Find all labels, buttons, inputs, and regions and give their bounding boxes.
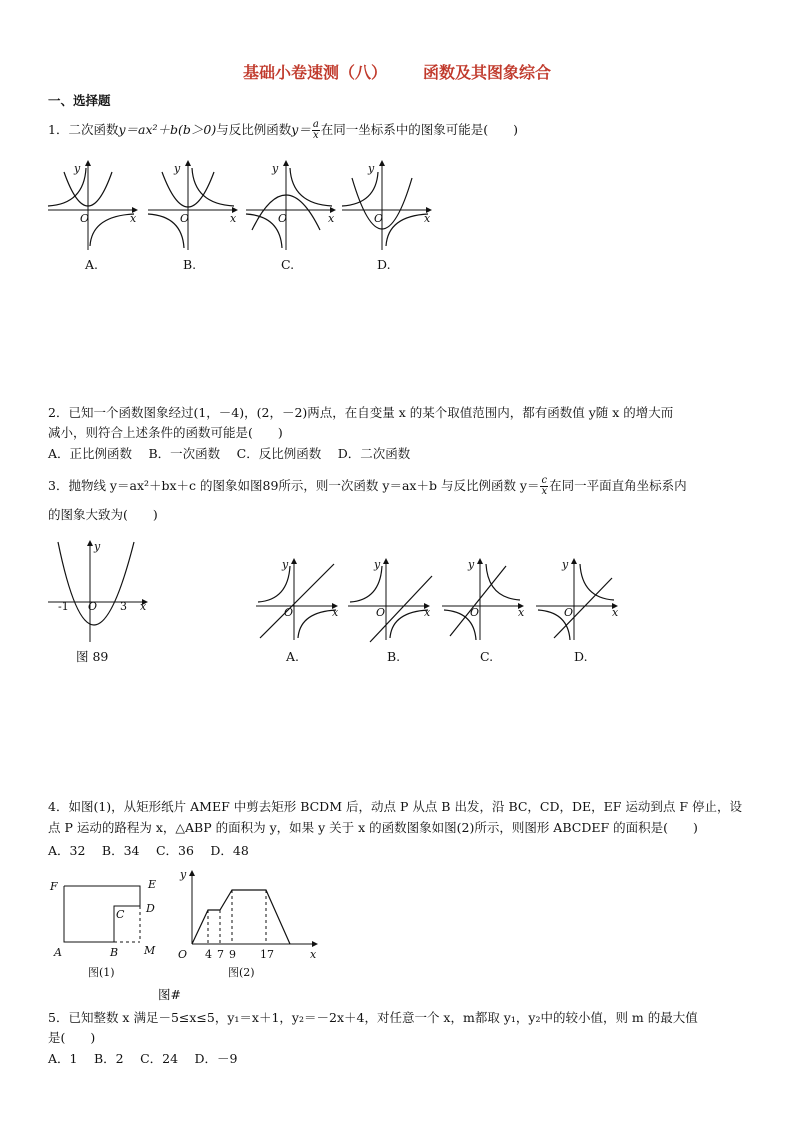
q3-option-b: B. [387,649,401,664]
q1-graph-d [340,160,436,252]
q3-line2: 的图象大致为( ) [48,507,158,522]
q3-figure-89 [44,538,154,644]
fig2-tick-9: 9 [229,948,236,961]
q3-post: 在同一平面直角坐标系内 [549,478,687,493]
q1-graph-a [46,160,142,252]
q3-pre: 3．抛物线 y＝ax²＋bx＋c 的图象如图89所示，则一次函数 y＝ax＋b 与反比例函数 y＝ [48,478,540,493]
svg-text:O: O [180,212,190,225]
svg-text:x: x [518,606,525,619]
fig2-tick-17: 17 [260,948,274,961]
title-part1: 基础小卷速测（八） [242,63,387,82]
q3-frac-den: x [541,486,548,497]
q4-figure-1 [44,872,174,988]
fig1-label-C: C [116,908,125,921]
q3-graph-c [440,556,528,642]
fig1-caption: 图(1) [88,966,115,979]
q1-formula2: y＝ [291,122,311,137]
q3-stem [48,476,687,497]
q3-frac-num: c [541,475,548,486]
svg-text:y: y [272,162,279,175]
q3-fig-x: x [140,600,147,613]
q1-post: 在同一坐标系中的图象可能是( ) [320,122,519,137]
page-title [0,60,794,83]
svg-text:x: x [332,606,339,619]
svg-text:O: O [470,606,480,619]
svg-text:O: O [564,606,574,619]
q4-line1: 4．如图(1)，从矩形纸片 AMEF 中剪去矩形 BCDM 后，动点 P 从点 B 出发，沿 BC，CD，DE，EF 运动到点 F 停止，设 [48,799,743,814]
q2-line1: 2．已知一个函数图象经过(1，－4)，(2，－2)两点，在自变量 x 的某个取值范围内，都有函数值 y随 x 的增大而 [48,405,674,420]
svg-text:O: O [80,212,90,225]
svg-text:y: y [368,162,375,175]
q1-stem [48,120,518,141]
q1-graph-b [146,160,242,252]
q1-pre: 1．二次函数 [48,122,119,137]
q4-line2: 点 P 运动的路程为 x，△ABP 的面积为 y，如果 y 关于 x 的函数图象如图(2)所示，则图形 ABCDEF 的面积是( ) [48,820,698,835]
q1-frac-den: x [312,130,319,141]
q3-option-d: D. [574,649,588,664]
svg-text:y: y [74,162,81,175]
q3-option-a: A. [286,649,300,664]
svg-text:y: y [282,558,289,571]
q1-option-d: D. [377,257,391,272]
svg-text:y: y [374,558,381,571]
fig2-origin: O [178,948,188,961]
q3-graph-d [534,556,622,642]
fig1-label-B: B [110,946,119,959]
fig2-tick-7: 7 [217,948,224,961]
q4-fig-main-caption: 图# [158,987,181,1002]
fig2-caption: 图(2) [228,966,255,979]
svg-text:O: O [374,212,384,225]
q5-choices: A．1 B．2 C．24 D．－9 [48,1051,238,1066]
q3-graph-a [254,556,342,642]
svg-text:x: x [424,606,431,619]
svg-text:x: x [328,212,335,225]
svg-text:x: x [230,212,237,225]
q1-option-a: A. [85,257,99,272]
title-part2: 函数及其图象综合 [423,63,552,82]
q1-option-c: C. [281,257,295,272]
svg-text:y: y [174,162,181,175]
svg-text:y: y [562,558,569,571]
svg-text:x: x [130,212,137,225]
q5-line1: 5．已知整数 x 满足－5≤x≤5，y₁＝x＋1，y₂＝－2x＋4，对任意一个 x，m都取 y₁，y₂中的较小值，则 m 的最大值 [48,1010,698,1025]
q3-fraction [540,476,548,497]
q1-mid: 与反比例函数 [216,122,292,137]
section-heading: 一、选择题 [48,93,111,108]
q2-line2: 减小，则符合上述条件的函数可能是( ) [48,425,283,440]
fig1-label-D: D [146,902,155,915]
fig1-label-A: A [54,946,62,959]
svg-text:y: y [468,558,475,571]
q3-fig-caption: 图 89 [76,649,109,664]
q5-line2: 是( ) [48,1030,96,1045]
q2-choices: A．正比例函数 B．一次函数 C．反比例函数 D．二次函数 [48,446,411,461]
svg-text:O: O [376,606,386,619]
svg-text:x: x [424,212,431,225]
fig1-label-M: M [144,944,156,957]
q1-fraction [312,120,320,141]
svg-text:O: O [278,212,288,225]
q3-option-c: C. [480,649,494,664]
fig2-x: x [310,948,317,961]
q3-fig-y: y [94,540,101,553]
fig2-tick-4: 4 [205,948,212,961]
q1-frac-num: a [312,119,319,130]
q4-choices: A．32 B．34 C．36 D．48 [48,843,249,858]
fig1-label-E: E [148,878,157,891]
fig1-label-F: F [50,880,58,893]
q3-fig-tick-3: 3 [120,600,127,613]
q3-graph-b [346,556,434,642]
q1-option-b: B. [183,257,197,272]
svg-text:x: x [612,606,619,619]
q4-figure-2 [174,866,324,988]
q1-graph-c [244,160,340,252]
fig2-y: y [180,868,187,881]
q3-fig-origin: O [88,600,98,613]
svg-text:O: O [284,606,294,619]
q3-fig-tick-neg1: -1 [58,600,69,613]
q1-formula1: y＝ax²＋b(b＞0) [118,122,217,137]
